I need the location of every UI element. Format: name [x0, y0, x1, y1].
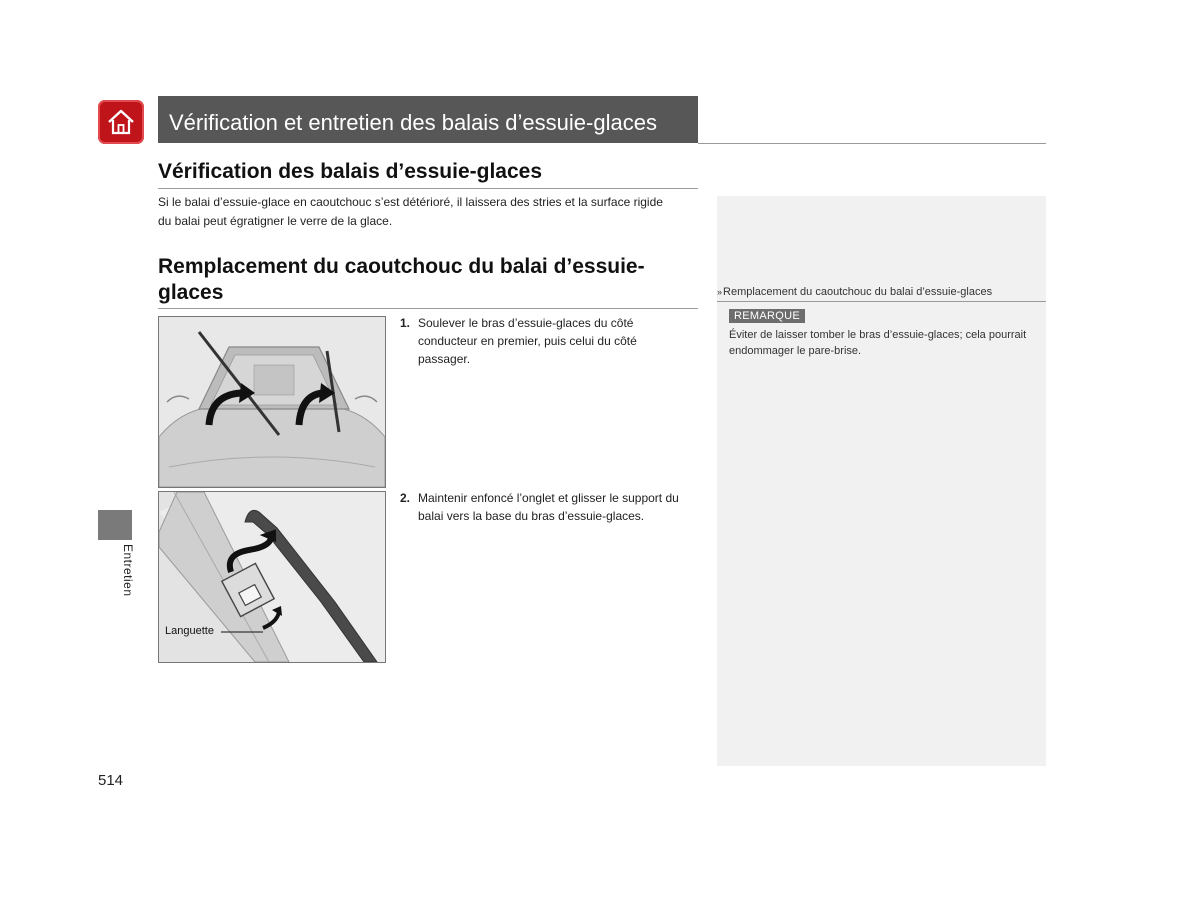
note-heading: » Remplacement du caoutchouc du balai d’essuie-glaces [717, 286, 993, 298]
page-number: 514 [98, 772, 124, 789]
note-text: Éviter de laisser tomber le bras d’essuie-glaces; cela pourrait endommager le pare-brise. [729, 329, 1027, 357]
section-heading-verification: Vérification des balais d’essuie-glaces [158, 160, 542, 183]
figure-release-blade-tab [158, 491, 386, 663]
home-icon [106, 108, 136, 136]
figure-label-tab: Languette [165, 625, 214, 637]
figure-raise-wiper-arms [158, 316, 386, 488]
step-2: 2. Maintenir enfoncé l’onglet et glisser le support du balai vers la base du bras d’essuie-glaces. [400, 491, 679, 523]
remark-badge: REMARQUE [729, 309, 805, 323]
notes-sidebar [717, 196, 1046, 766]
section-divider [158, 308, 698, 309]
home-button[interactable] [98, 100, 144, 144]
note-divider [717, 301, 1046, 302]
page-title: Vérification et entretien des balais d’essuie-glaces [169, 110, 657, 135]
title-underline [698, 143, 1046, 144]
section-body-verification: Si le balai d’essuie-glace en caoutchouc s’est détérioré, il laissera des stries et la surface rigide du balai peut égratigner le verre de la glace. [158, 195, 663, 228]
chapter-tab-label: Entretien [121, 544, 135, 597]
page-title-bar [158, 96, 698, 143]
step-1: 1. Soulever le bras d’essuie-glaces du côté conducteur en premier, puis celui du côté passager. [400, 316, 637, 366]
section-heading-replacement: Remplacement du caoutchouc du balai d’essuie- glaces [158, 255, 645, 304]
section-divider [158, 188, 698, 189]
double-chevron-icon: » [717, 287, 721, 297]
chapter-tab[interactable] [98, 510, 132, 540]
